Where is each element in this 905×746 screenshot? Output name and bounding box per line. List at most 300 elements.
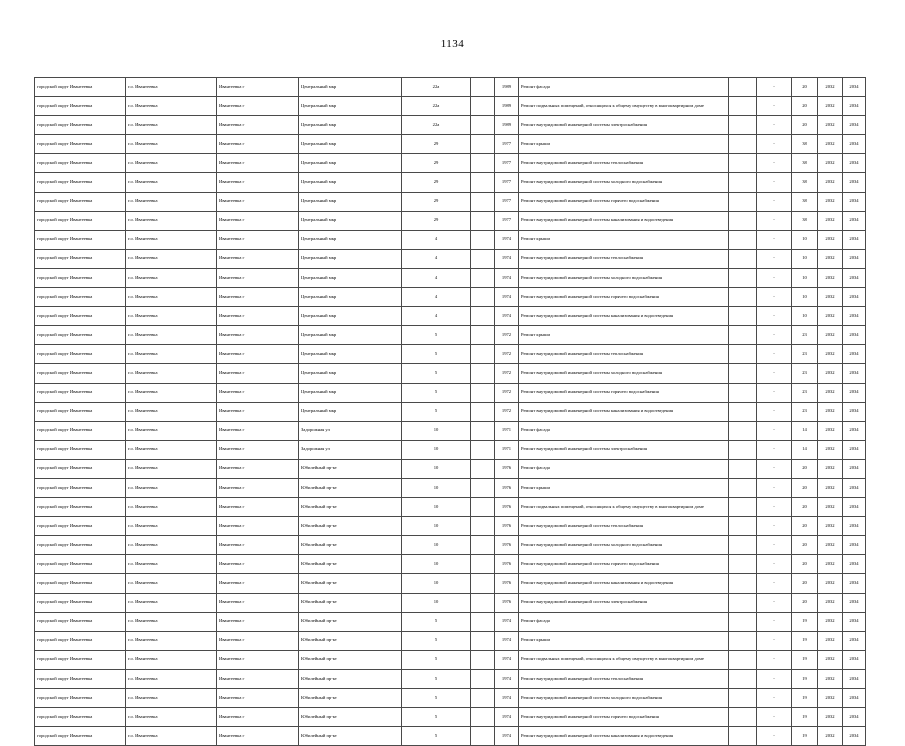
table-row	[35, 116, 866, 135]
empty-cell	[471, 249, 495, 268]
year-built-cell: 1974	[495, 669, 519, 688]
house-number-cell: 5	[402, 612, 471, 631]
table-row	[35, 421, 866, 440]
street-cell: Юбилейный пр-кт	[299, 498, 402, 517]
dash-cell: -	[757, 192, 792, 211]
work-type-cell: Ремонт фасада	[519, 421, 729, 440]
locality-cell: Ивантеевка г	[217, 593, 299, 612]
year-built-cell: 1974	[495, 307, 519, 326]
empty-cell	[729, 364, 757, 383]
year-built-cell: 1972	[495, 326, 519, 345]
locality-cell: Ивантеевка г	[217, 631, 299, 650]
municipality-cell: городской округ Ивантеевка	[35, 116, 126, 135]
empty-cell	[471, 326, 495, 345]
municipality-cell: городской округ Ивантеевка	[35, 307, 126, 326]
start-year-cell: 2032	[818, 288, 843, 307]
empty-cell	[729, 631, 757, 650]
end-year-cell: 2034	[843, 326, 866, 345]
year-built-cell: 1974	[495, 268, 519, 287]
house-number-cell: 5	[402, 650, 471, 669]
settlement-cell: г.о. Ивантеевка	[126, 326, 217, 345]
settlement-cell: г.о. Ивантеевка	[126, 708, 217, 727]
term-cell: 10	[792, 249, 818, 268]
table-row	[35, 669, 866, 688]
locality-cell: Ивантеевка г	[217, 97, 299, 116]
house-number-cell: 29	[402, 135, 471, 154]
work-type-cell: Ремонт внутридомовой инженерной системы холодного водоснабжения	[519, 536, 729, 555]
locality-cell: Ивантеевка г	[217, 669, 299, 688]
municipality-cell: городской округ Ивантеевка	[35, 249, 126, 268]
empty-cell	[471, 555, 495, 574]
locality-cell: Ивантеевка г	[217, 116, 299, 135]
table-row	[35, 173, 866, 192]
term-cell: 20	[792, 555, 818, 574]
dash-cell: -	[757, 708, 792, 727]
table-row	[35, 249, 866, 268]
year-built-cell: 1972	[495, 364, 519, 383]
empty-cell	[729, 536, 757, 555]
municipality-cell: городской округ Ивантеевка	[35, 689, 126, 708]
work-type-cell: Ремонт внутридомовой инженерной системы канализования и водоотведения	[519, 402, 729, 421]
year-built-cell: 1977	[495, 173, 519, 192]
end-year-cell: 2034	[843, 211, 866, 230]
empty-cell	[729, 459, 757, 478]
dash-cell: -	[757, 249, 792, 268]
start-year-cell: 2032	[818, 326, 843, 345]
empty-cell	[729, 727, 757, 746]
locality-cell: Ивантеевка г	[217, 345, 299, 364]
settlement-cell: г.о. Ивантеевка	[126, 154, 217, 173]
municipality-cell: городской округ Ивантеевка	[35, 326, 126, 345]
dash-cell: -	[757, 288, 792, 307]
work-type-cell: Ремонт фасада	[519, 612, 729, 631]
settlement-cell: г.о. Ивантеевка	[126, 268, 217, 287]
table-row	[35, 459, 866, 478]
work-type-cell: Ремонт внутридомовой инженерной системы горячего водоснабжения	[519, 288, 729, 307]
end-year-cell: 2034	[843, 689, 866, 708]
page-number: 1134	[440, 38, 465, 50]
dash-cell: -	[757, 555, 792, 574]
locality-cell: Ивантеевка г	[217, 727, 299, 746]
work-type-cell: Ремонт крыши	[519, 631, 729, 650]
work-type-cell: Ремонт внутридомовой инженерной системы теплоснабжения	[519, 517, 729, 536]
municipality-cell: городской округ Ивантеевка	[35, 78, 126, 97]
locality-cell: Ивантеевка г	[217, 402, 299, 421]
empty-cell	[729, 555, 757, 574]
house-number-cell: 4	[402, 288, 471, 307]
work-type-cell: Ремонт подвальных помещений, относящихся к общему имуществу в многоквартирном доме	[519, 650, 729, 669]
start-year-cell: 2032	[818, 498, 843, 517]
empty-cell	[729, 135, 757, 154]
dash-cell: -	[757, 669, 792, 688]
year-built-cell: 1976	[495, 498, 519, 517]
municipality-cell: городской округ Ивантеевка	[35, 135, 126, 154]
settlement-cell: г.о. Ивантеевка	[126, 517, 217, 536]
street-cell: Центральный мкр	[299, 230, 402, 249]
municipality-cell: городской округ Ивантеевка	[35, 631, 126, 650]
year-built-cell: 1974	[495, 288, 519, 307]
start-year-cell: 2032	[818, 345, 843, 364]
year-built-cell: 1977	[495, 154, 519, 173]
empty-cell	[471, 669, 495, 688]
end-year-cell: 2034	[843, 459, 866, 478]
empty-cell	[471, 154, 495, 173]
term-cell: 23	[792, 326, 818, 345]
dash-cell: -	[757, 536, 792, 555]
year-built-cell: 1977	[495, 135, 519, 154]
locality-cell: Ивантеевка г	[217, 708, 299, 727]
locality-cell: Ивантеевка г	[217, 326, 299, 345]
settlement-cell: г.о. Ивантеевка	[126, 345, 217, 364]
locality-cell: Ивантеевка г	[217, 78, 299, 97]
municipality-cell: городской округ Ивантеевка	[35, 727, 126, 746]
empty-cell	[729, 345, 757, 364]
term-cell: 23	[792, 402, 818, 421]
municipality-cell: городской округ Ивантеевка	[35, 498, 126, 517]
settlement-cell: г.о. Ивантеевка	[126, 536, 217, 555]
term-cell: 20	[792, 97, 818, 116]
table-row	[35, 555, 866, 574]
dash-cell: -	[757, 230, 792, 249]
year-built-cell: 1974	[495, 727, 519, 746]
dash-cell: -	[757, 631, 792, 650]
dash-cell: -	[757, 345, 792, 364]
settlement-cell: г.о. Ивантеевка	[126, 116, 217, 135]
term-cell: 10	[792, 288, 818, 307]
end-year-cell: 2034	[843, 402, 866, 421]
dash-cell: -	[757, 173, 792, 192]
work-type-cell: Ремонт фасада	[519, 78, 729, 97]
dash-cell: -	[757, 727, 792, 746]
empty-cell	[729, 402, 757, 421]
empty-cell	[729, 230, 757, 249]
work-type-cell: Ремонт внутридомовой инженерной системы горячего водоснабжения	[519, 192, 729, 211]
empty-cell	[471, 116, 495, 135]
term-cell: 23	[792, 364, 818, 383]
settlement-cell: г.о. Ивантеевка	[126, 97, 217, 116]
term-cell: 19	[792, 631, 818, 650]
empty-cell	[729, 173, 757, 192]
term-cell: 38	[792, 154, 818, 173]
year-built-cell: 1976	[495, 574, 519, 593]
term-cell: 10	[792, 268, 818, 287]
empty-cell	[729, 211, 757, 230]
settlement-cell: г.о. Ивантеевка	[126, 249, 217, 268]
year-built-cell: 1989	[495, 97, 519, 116]
house-number-cell: 29	[402, 173, 471, 192]
end-year-cell: 2034	[843, 727, 866, 746]
locality-cell: Ивантеевка г	[217, 555, 299, 574]
year-built-cell: 1974	[495, 650, 519, 669]
municipality-cell: городской округ Ивантеевка	[35, 402, 126, 421]
table-row	[35, 345, 866, 364]
municipality-cell: городской округ Ивантеевка	[35, 574, 126, 593]
municipality-cell: городской округ Ивантеевка	[35, 97, 126, 116]
term-cell: 19	[792, 612, 818, 631]
street-cell: Центральный мкр	[299, 192, 402, 211]
table-row	[35, 478, 866, 497]
house-number-cell: 5	[402, 326, 471, 345]
table-row	[35, 593, 866, 612]
settlement-cell: г.о. Ивантеевка	[126, 498, 217, 517]
table-row	[35, 268, 866, 287]
locality-cell: Ивантеевка г	[217, 192, 299, 211]
work-type-cell: Ремонт внутридомовой инженерной системы канализования и водоотведения	[519, 727, 729, 746]
house-number-cell: 10	[402, 478, 471, 497]
dash-cell: -	[757, 154, 792, 173]
locality-cell: Ивантеевка г	[217, 173, 299, 192]
house-number-cell: 10	[402, 517, 471, 536]
house-number-cell: 4	[402, 249, 471, 268]
house-number-cell: 5	[402, 708, 471, 727]
empty-cell	[729, 192, 757, 211]
street-cell: Центральный мкр	[299, 402, 402, 421]
municipality-cell: городской округ Ивантеевка	[35, 383, 126, 402]
dash-cell: -	[757, 78, 792, 97]
locality-cell: Ивантеевка г	[217, 478, 299, 497]
empty-cell	[729, 78, 757, 97]
work-type-cell: Ремонт крыши	[519, 478, 729, 497]
table-row	[35, 211, 866, 230]
street-cell: Центральный мкр	[299, 326, 402, 345]
municipality-cell: городской округ Ивантеевка	[35, 517, 126, 536]
dash-cell: -	[757, 517, 792, 536]
empty-cell	[729, 383, 757, 402]
end-year-cell: 2034	[843, 555, 866, 574]
empty-cell	[729, 249, 757, 268]
term-cell: 38	[792, 135, 818, 154]
house-number-cell: 10	[402, 536, 471, 555]
work-type-cell: Ремонт подвальных помещений, относящихся к общему имуществу в многоквартирном доме	[519, 498, 729, 517]
end-year-cell: 2034	[843, 478, 866, 497]
dash-cell: -	[757, 268, 792, 287]
start-year-cell: 2032	[818, 517, 843, 536]
work-type-cell: Ремонт внутридомовой инженерной системы холодного водоснабжения	[519, 689, 729, 708]
start-year-cell: 2032	[818, 421, 843, 440]
house-number-cell: 29	[402, 154, 471, 173]
end-year-cell: 2034	[843, 383, 866, 402]
term-cell: 19	[792, 650, 818, 669]
locality-cell: Ивантеевка г	[217, 307, 299, 326]
street-cell: Центральный мкр	[299, 249, 402, 268]
table-row	[35, 689, 866, 708]
term-cell: 23	[792, 345, 818, 364]
locality-cell: Ивантеевка г	[217, 288, 299, 307]
street-cell: Центральный мкр	[299, 211, 402, 230]
term-cell: 20	[792, 78, 818, 97]
street-cell: Центральный мкр	[299, 345, 402, 364]
work-type-cell: Ремонт подвальных помещений, относящихся к общему имуществу в многоквартирном доме	[519, 97, 729, 116]
locality-cell: Ивантеевка г	[217, 536, 299, 555]
dash-cell: -	[757, 574, 792, 593]
dash-cell: -	[757, 498, 792, 517]
locality-cell: Ивантеевка г	[217, 154, 299, 173]
municipality-cell: городской округ Ивантеевка	[35, 536, 126, 555]
dash-cell: -	[757, 440, 792, 459]
end-year-cell: 2034	[843, 97, 866, 116]
term-cell: 10	[792, 307, 818, 326]
house-number-cell: 4	[402, 268, 471, 287]
empty-cell	[729, 708, 757, 727]
end-year-cell: 2034	[843, 574, 866, 593]
locality-cell: Ивантеевка г	[217, 364, 299, 383]
municipality-cell: городской округ Ивантеевка	[35, 555, 126, 574]
year-built-cell: 1972	[495, 402, 519, 421]
municipality-cell: городской округ Ивантеевка	[35, 268, 126, 287]
empty-cell	[729, 288, 757, 307]
work-type-cell: Ремонт внутридомовой инженерной системы теплоснабжения	[519, 249, 729, 268]
municipality-cell: городской округ Ивантеевка	[35, 345, 126, 364]
street-cell: Центральный мкр	[299, 364, 402, 383]
year-built-cell: 1971	[495, 421, 519, 440]
term-cell: 38	[792, 211, 818, 230]
start-year-cell: 2032	[818, 631, 843, 650]
empty-cell	[471, 650, 495, 669]
table-row	[35, 650, 866, 669]
empty-cell	[471, 708, 495, 727]
dash-cell: -	[757, 650, 792, 669]
table-row	[35, 307, 866, 326]
start-year-cell: 2032	[818, 173, 843, 192]
year-built-cell: 1974	[495, 612, 519, 631]
work-type-cell: Ремонт внутридомовой инженерной системы теплоснабжения	[519, 669, 729, 688]
start-year-cell: 2032	[818, 268, 843, 287]
street-cell: Задорожная ул	[299, 440, 402, 459]
year-built-cell: 1976	[495, 536, 519, 555]
term-cell: 20	[792, 536, 818, 555]
municipality-cell: городской округ Ивантеевка	[35, 650, 126, 669]
start-year-cell: 2032	[818, 727, 843, 746]
municipality-cell: городской округ Ивантеевка	[35, 173, 126, 192]
start-year-cell: 2032	[818, 555, 843, 574]
municipality-cell: городской округ Ивантеевка	[35, 612, 126, 631]
settlement-cell: г.о. Ивантеевка	[126, 192, 217, 211]
locality-cell: Ивантеевка г	[217, 689, 299, 708]
street-cell: Юбилейный пр-кт	[299, 612, 402, 631]
term-cell: 20	[792, 116, 818, 135]
start-year-cell: 2032	[818, 478, 843, 497]
municipality-cell: городской округ Ивантеевка	[35, 364, 126, 383]
dash-cell: -	[757, 135, 792, 154]
table-row	[35, 612, 866, 631]
start-year-cell: 2032	[818, 230, 843, 249]
street-cell: Юбилейный пр-кт	[299, 574, 402, 593]
empty-cell	[471, 78, 495, 97]
end-year-cell: 2034	[843, 364, 866, 383]
term-cell: 38	[792, 173, 818, 192]
term-cell: 19	[792, 689, 818, 708]
table-row	[35, 192, 866, 211]
year-built-cell: 1974	[495, 249, 519, 268]
term-cell: 19	[792, 669, 818, 688]
dash-cell: -	[757, 383, 792, 402]
year-built-cell: 1989	[495, 78, 519, 97]
street-cell: Центральный мкр	[299, 116, 402, 135]
term-cell: 38	[792, 192, 818, 211]
house-number-cell: 10	[402, 421, 471, 440]
house-number-cell: 5	[402, 669, 471, 688]
table-row	[35, 154, 866, 173]
municipality-cell: городской округ Ивантеевка	[35, 708, 126, 727]
work-type-cell: Ремонт внутридомовой инженерной системы теплоснабжения	[519, 154, 729, 173]
house-number-cell: 22а	[402, 116, 471, 135]
start-year-cell: 2032	[818, 650, 843, 669]
work-type-cell: Ремонт крыши	[519, 230, 729, 249]
house-number-cell: 10	[402, 459, 471, 478]
street-cell: Центральный мкр	[299, 268, 402, 287]
start-year-cell: 2032	[818, 97, 843, 116]
settlement-cell: г.о. Ивантеевка	[126, 421, 217, 440]
street-cell: Центральный мкр	[299, 154, 402, 173]
year-built-cell: 1976	[495, 593, 519, 612]
street-cell: Юбилейный пр-кт	[299, 689, 402, 708]
table-body	[35, 78, 866, 746]
street-cell: Задорожная ул	[299, 421, 402, 440]
house-number-cell: 4	[402, 307, 471, 326]
table-row	[35, 440, 866, 459]
end-year-cell: 2034	[843, 288, 866, 307]
street-cell: Центральный мкр	[299, 307, 402, 326]
municipality-cell: городской округ Ивантеевка	[35, 459, 126, 478]
work-type-cell: Ремонт крыши	[519, 135, 729, 154]
empty-cell	[729, 669, 757, 688]
empty-cell	[729, 612, 757, 631]
term-cell: 14	[792, 421, 818, 440]
street-cell: Юбилейный пр-кт	[299, 517, 402, 536]
year-built-cell: 1974	[495, 689, 519, 708]
table-row	[35, 135, 866, 154]
table-row	[35, 288, 866, 307]
term-cell: 14	[792, 440, 818, 459]
street-cell: Юбилейный пр-кт	[299, 593, 402, 612]
empty-cell	[471, 383, 495, 402]
year-built-cell: 1989	[495, 116, 519, 135]
locality-cell: Ивантеевка г	[217, 135, 299, 154]
table-row	[35, 574, 866, 593]
year-built-cell: 1976	[495, 555, 519, 574]
table-row	[35, 402, 866, 421]
table-row	[35, 326, 866, 345]
work-type-cell: Ремонт внутридомовой инженерной системы канализования и водоотведения	[519, 211, 729, 230]
locality-cell: Ивантеевка г	[217, 421, 299, 440]
street-cell: Юбилейный пр-кт	[299, 478, 402, 497]
settlement-cell: г.о. Ивантеевка	[126, 288, 217, 307]
empty-cell	[471, 459, 495, 478]
end-year-cell: 2034	[843, 440, 866, 459]
locality-cell: Ивантеевка г	[217, 574, 299, 593]
start-year-cell: 2032	[818, 364, 843, 383]
municipality-cell: городской округ Ивантеевка	[35, 154, 126, 173]
empty-cell	[471, 307, 495, 326]
end-year-cell: 2034	[843, 593, 866, 612]
table-row	[35, 708, 866, 727]
empty-cell	[471, 288, 495, 307]
start-year-cell: 2032	[818, 135, 843, 154]
locality-cell: Ивантеевка г	[217, 650, 299, 669]
table-row	[35, 78, 866, 97]
settlement-cell: г.о. Ивантеевка	[126, 669, 217, 688]
work-type-cell: Ремонт внутридомовой инженерной системы горячего водоснабжения	[519, 383, 729, 402]
empty-cell	[471, 268, 495, 287]
end-year-cell: 2034	[843, 517, 866, 536]
year-built-cell: 1977	[495, 211, 519, 230]
work-type-cell: Ремонт внутридомовой инженерной системы электроснабжения	[519, 593, 729, 612]
year-built-cell: 1976	[495, 478, 519, 497]
empty-cell	[729, 97, 757, 116]
start-year-cell: 2032	[818, 383, 843, 402]
municipality-cell: городской округ Ивантеевка	[35, 669, 126, 688]
dash-cell: -	[757, 421, 792, 440]
